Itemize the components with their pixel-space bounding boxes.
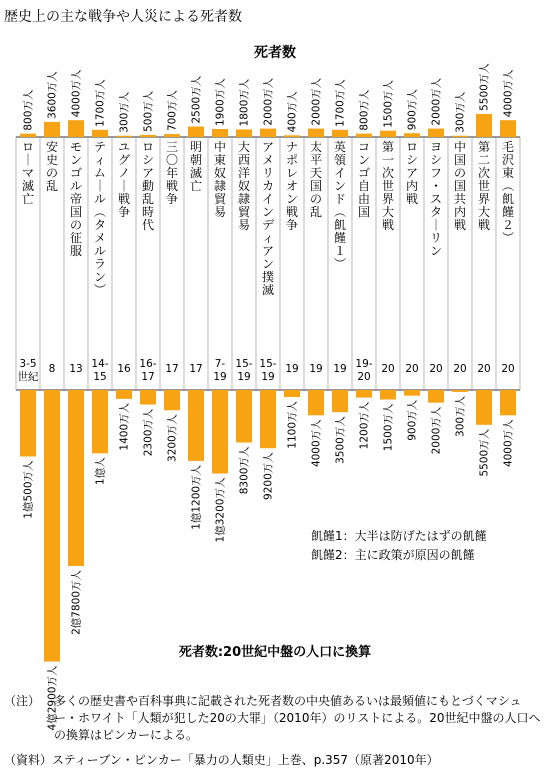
century-label: 15-19 (259, 358, 277, 383)
category-label: 毛沢東︵飢饉２︶ (501, 140, 515, 245)
chart-title: 歴史上の主な戦争や人災による死者数 (4, 9, 242, 25)
bottom-bar-label: 5500万人 (478, 428, 491, 477)
bottom-bar-label: 1400万人 (118, 402, 131, 451)
category-label: 大西洋奴隷貿易 (237, 140, 251, 232)
century-label: 19 (285, 363, 299, 375)
century-label: 13 (69, 363, 83, 375)
top-bar-label: 4000万人 (70, 69, 83, 118)
top-bar-label: 300万人 (454, 91, 467, 133)
bottom-bar-label: 4000万人 (310, 419, 323, 468)
century-label: 16-17 (139, 358, 157, 383)
category-label: ユグノ｜戦争 (117, 140, 131, 219)
top-bar-label: 1700万人 (94, 79, 107, 127)
century-label: 20 (501, 363, 515, 375)
category-label: 中東奴隷貿易 (213, 140, 227, 219)
category-label: 英領インド︵飢饉１︶ (333, 140, 347, 271)
bottom-bar-label: 4000万人 (502, 419, 515, 468)
bottom-bar (428, 390, 444, 403)
top-bar-label: 1800万人 (238, 78, 251, 127)
bottom-bar-label: 300万人 (454, 395, 467, 437)
top-bar-label: 900万人 (406, 89, 419, 131)
top-bar-label: 800万人 (22, 89, 35, 131)
top-bar-label: 5500万人 (478, 63, 491, 111)
top-bar (212, 129, 228, 137)
bottom-bar (380, 390, 396, 399)
bottom-bar (20, 390, 36, 456)
footnote-text: 多くの歴史書や百科事典に記載された死者数の中央値あるいは最頻値にもとづくマシュー・ホワイト「人類が犯した20の大罪」（2010年）のリストによる。20世紀中盤の人口への換算はピンカーによる。 (54, 694, 541, 742)
century-label: 8 (48, 363, 56, 375)
bottom-bar (212, 390, 228, 474)
bottom-bar (452, 390, 468, 392)
century-label: 20 (429, 363, 443, 375)
category-label: 中国の国共内戦 (453, 140, 467, 232)
top-bar-label: 1500万人 (382, 79, 395, 128)
category-label: ロシア内戦 (405, 140, 419, 206)
century-label: 19 (309, 363, 323, 375)
category-label: 太平天国の乱 (309, 140, 323, 219)
bottom-bar (68, 390, 84, 566)
top-bar-label: 1900万人 (214, 78, 227, 127)
bottom-bar (284, 390, 300, 397)
top-bar-label: 2500万人 (190, 75, 203, 124)
bottom-bar-label: 9200万人 (262, 452, 275, 500)
top-bar (188, 127, 204, 138)
bottom-bar-label: 1200万人 (358, 401, 371, 450)
century-label: 7-19 (213, 358, 227, 383)
category-label: 安史の乱 (45, 140, 59, 193)
top-bar (380, 131, 396, 137)
top-bar-label: 500万人 (142, 90, 155, 132)
century-label: 20 (381, 363, 395, 375)
top-bar (428, 129, 444, 137)
legend-famine2: 飢饉2：主に政策が原因の飢饉 (311, 548, 475, 562)
top-bar-label: 3600万人 (46, 71, 59, 119)
top-bar (68, 120, 84, 137)
bottom-bar-label: 1億人 (94, 457, 107, 485)
bottom-bar (44, 390, 60, 662)
category-label: ヨシフ・スタ｜リン (429, 140, 443, 258)
century-label: 16 (117, 363, 131, 375)
top-axis-heading: 死者数 (254, 45, 296, 61)
top-bar (500, 120, 516, 137)
top-bar (164, 134, 180, 137)
top-bar (20, 134, 36, 137)
bottom-bar-label: 3200万人 (166, 414, 179, 462)
bottom-bar-label: 1500万人 (382, 403, 395, 452)
category-label: ロ｜マ滅亡 (21, 140, 35, 206)
century-label: 3-5 世紀 (17, 358, 39, 383)
category-label: コンゴ自由国 (357, 140, 371, 219)
top-bar (236, 129, 252, 137)
bottom-bar-label: 2300万人 (142, 408, 155, 457)
top-bar-label: 4000万人 (502, 69, 515, 118)
bottom-bar (500, 390, 516, 415)
footnote-label: （注） (4, 694, 41, 708)
category-label: ナポレオン戦争 (285, 140, 299, 232)
bottom-bar-label: 900万人 (406, 399, 419, 441)
top-bar-label: 700万人 (166, 90, 179, 132)
century-label: 20 (453, 363, 467, 375)
category-label: 明朝滅亡 (189, 140, 203, 193)
bottom-bar (188, 390, 204, 461)
top-bar (404, 133, 420, 137)
top-bar-label: 2000万人 (262, 77, 275, 126)
bottom-bar-label: 3500万人 (334, 416, 347, 464)
top-bar-label: 300万人 (118, 91, 131, 133)
category-label: アメリカインディアン撲滅 (261, 140, 275, 297)
top-bar-label: 1700万人 (334, 79, 347, 127)
bottom-bar (308, 390, 324, 415)
category-label: 三〇年戦争 (165, 140, 179, 206)
bottom-bar-label: 1億500万人 (22, 460, 35, 519)
top-bar (44, 122, 60, 137)
category-label: ティム｜ル︵タメルラン︶ (93, 140, 107, 297)
top-bar (140, 135, 156, 137)
century-label: 15-19 (235, 358, 253, 383)
bottom-bar (116, 390, 132, 399)
category-label: 第二次世界大戦 (477, 140, 491, 232)
category-label: 第一次世界大戦 (381, 140, 395, 232)
bottom-bar-label: 2000万人 (430, 406, 443, 455)
century-label: 20 (477, 363, 491, 375)
bottom-bar-label: 1100万人 (286, 400, 299, 449)
bottom-bar (92, 390, 108, 453)
bottom-bar (356, 390, 372, 398)
top-bar-label: 400万人 (286, 91, 299, 133)
top-bar (116, 136, 132, 137)
source-citation: （資料）スティーブン・ピンカー「暴力の人類史」上巻、p.357（原著2010年） (4, 753, 439, 767)
category-label: ロシア動乱時代 (141, 140, 155, 232)
bottom-bar (260, 390, 276, 448)
top-bar (356, 134, 372, 137)
bottom-bar (332, 390, 348, 412)
bottom-bar-label: 8300万人 (238, 446, 251, 495)
century-label: 19-20 (355, 358, 373, 383)
top-bar (476, 114, 492, 137)
top-bar (308, 129, 324, 137)
bottom-bar-label: 4億2900万人 (46, 665, 59, 731)
top-bar-label: 2000万人 (310, 77, 323, 126)
top-bar (260, 129, 276, 137)
bottom-bar (140, 390, 156, 405)
century-label: 17 (165, 363, 179, 375)
top-bar-label: 2000万人 (430, 77, 443, 126)
legend-famine1: 飢饉1：大半は防げたはずの飢饉 (311, 529, 487, 543)
century-label: 17 (189, 363, 203, 375)
top-bar (284, 135, 300, 137)
top-bar (92, 130, 108, 137)
category-label: モンゴル帝国の征服 (69, 140, 83, 258)
top-bar-label: 800万人 (358, 89, 371, 131)
bottom-bar-label: 1億3200万人 (214, 477, 227, 543)
top-bar (452, 136, 468, 137)
bottom-axis-heading: 死者数:20世紀中盤の人口に換算 (178, 645, 372, 660)
top-bar (332, 130, 348, 137)
century-label: 20 (405, 363, 419, 375)
bottom-bar (236, 390, 252, 443)
bottom-bar (476, 390, 492, 425)
century-label: 14-15 (91, 358, 109, 383)
bottom-bar-label: 2億7800万人 (70, 569, 83, 635)
century-label: 19 (333, 363, 347, 375)
bottom-bar-label: 1億1200万人 (190, 464, 203, 530)
bottom-bar (164, 390, 180, 410)
bottom-bar (404, 390, 420, 396)
